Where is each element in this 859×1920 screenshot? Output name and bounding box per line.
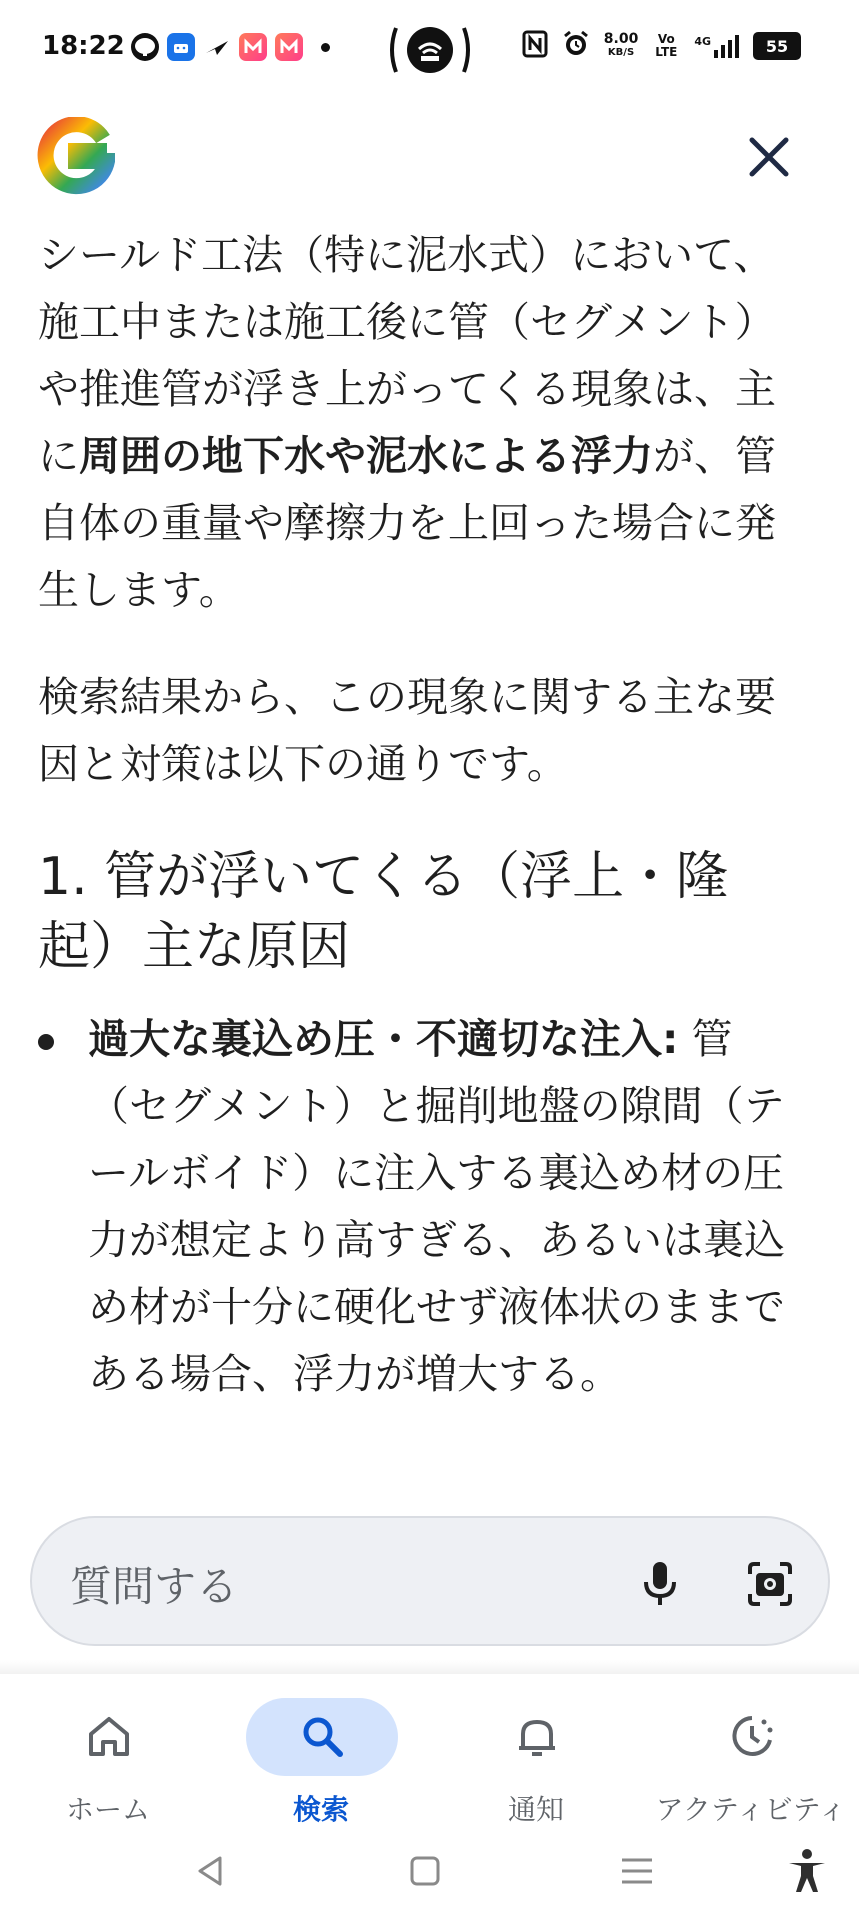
nav-label-notifications: 通知 — [507, 1793, 564, 1826]
notification-dot — [321, 43, 330, 52]
battery-icon — [753, 32, 801, 60]
net-speed — [604, 33, 639, 59]
list-item-title: 過大な裏込め圧・不適切な注入: — [88, 1015, 679, 1063]
ask-placeholder: 質問する — [70, 1562, 239, 1611]
lens-button[interactable] — [742, 1556, 798, 1612]
list-item — [38, 1006, 788, 1408]
battery-level: 55 — [765, 36, 789, 56]
search-icon — [296, 1710, 348, 1762]
nav-label-home: ホーム — [65, 1793, 150, 1826]
accessibility-icon — [782, 1846, 832, 1896]
bell-icon — [511, 1710, 563, 1762]
answer-text: シールド工法（特に泥水式）において、施工中または施工後に管（セグメント）や推進管が浮き上がってくる現象は、主に — [38, 231, 776, 480]
home-system-button[interactable] — [400, 1846, 450, 1896]
alarm-icon — [562, 30, 590, 62]
nav-item-notifications[interactable] — [436, 1686, 636, 1826]
close-button[interactable] — [740, 128, 798, 186]
ai-answer — [38, 222, 788, 1408]
nav-item-search[interactable] — [221, 1686, 421, 1826]
cause-list — [38, 1006, 788, 1408]
hotspot-icon — [388, 22, 472, 78]
answer-emphasis: 周囲の地下水や泥水による浮力 — [79, 432, 653, 480]
answer-paragraph-2: 検索結果から、この現象に関する主な要因と対策は以下の通りです。 — [38, 673, 776, 788]
bottom-nav — [0, 1674, 859, 1824]
nav-item-home[interactable] — [8, 1686, 208, 1826]
meitu-icon — [275, 33, 303, 61]
divider — [0, 1660, 859, 1674]
send-icon — [203, 33, 231, 61]
ask-input[interactable] — [30, 1516, 830, 1646]
section-heading: 1. 管が浮いてくる（浮上・隆起）主な原因 — [38, 847, 729, 977]
nav-label-activity: アクティビティ — [655, 1793, 847, 1826]
lens-icon — [742, 1556, 798, 1612]
nav-label-search: 検索 — [292, 1793, 349, 1826]
status-bar — [0, 0, 859, 100]
network-type: 4G — [694, 34, 711, 48]
recents-button[interactable] — [612, 1846, 662, 1896]
close-icon — [740, 128, 798, 186]
android-icon — [167, 33, 195, 61]
status-time: 18:22 — [42, 31, 125, 61]
meitu-icon — [239, 33, 267, 61]
notification-icons — [131, 33, 330, 61]
square-icon — [400, 1846, 450, 1896]
mic-icon — [632, 1556, 688, 1612]
answer-text: が、管自体の重量や摩擦力を上回った場合に発生します。 — [38, 432, 776, 614]
net-speed-unit: KB/S — [607, 47, 635, 58]
google-g-logo — [37, 117, 115, 195]
accessibility-button[interactable] — [782, 1846, 832, 1896]
line-icon — [131, 33, 159, 61]
signal-icon — [694, 35, 739, 58]
menu-lines-icon — [612, 1846, 662, 1896]
status-indicators — [522, 30, 801, 62]
activity-icon — [726, 1710, 778, 1762]
nfc-icon — [522, 30, 548, 62]
system-nav — [0, 1824, 859, 1920]
home-icon — [83, 1710, 135, 1762]
mic-button[interactable] — [632, 1556, 688, 1612]
answer-paragraph-1 — [38, 222, 788, 624]
list-item-text: 管（セグメント）と掘削地盤の隙間（テールボイド）に注入する裏込め材の圧力が想定より高すぎる、あるいは裏込め材が十分に硬化せず液体状のままである場合、浮力が増大する。 — [88, 1015, 785, 1398]
back-icon — [186, 1846, 236, 1896]
volte-label: Vo LTE — [655, 32, 678, 59]
bullet-dot — [38, 1034, 54, 1050]
nav-item-activity[interactable] — [651, 1686, 851, 1826]
back-button[interactable] — [186, 1846, 236, 1896]
net-speed-value: 8.00 — [603, 31, 639, 47]
